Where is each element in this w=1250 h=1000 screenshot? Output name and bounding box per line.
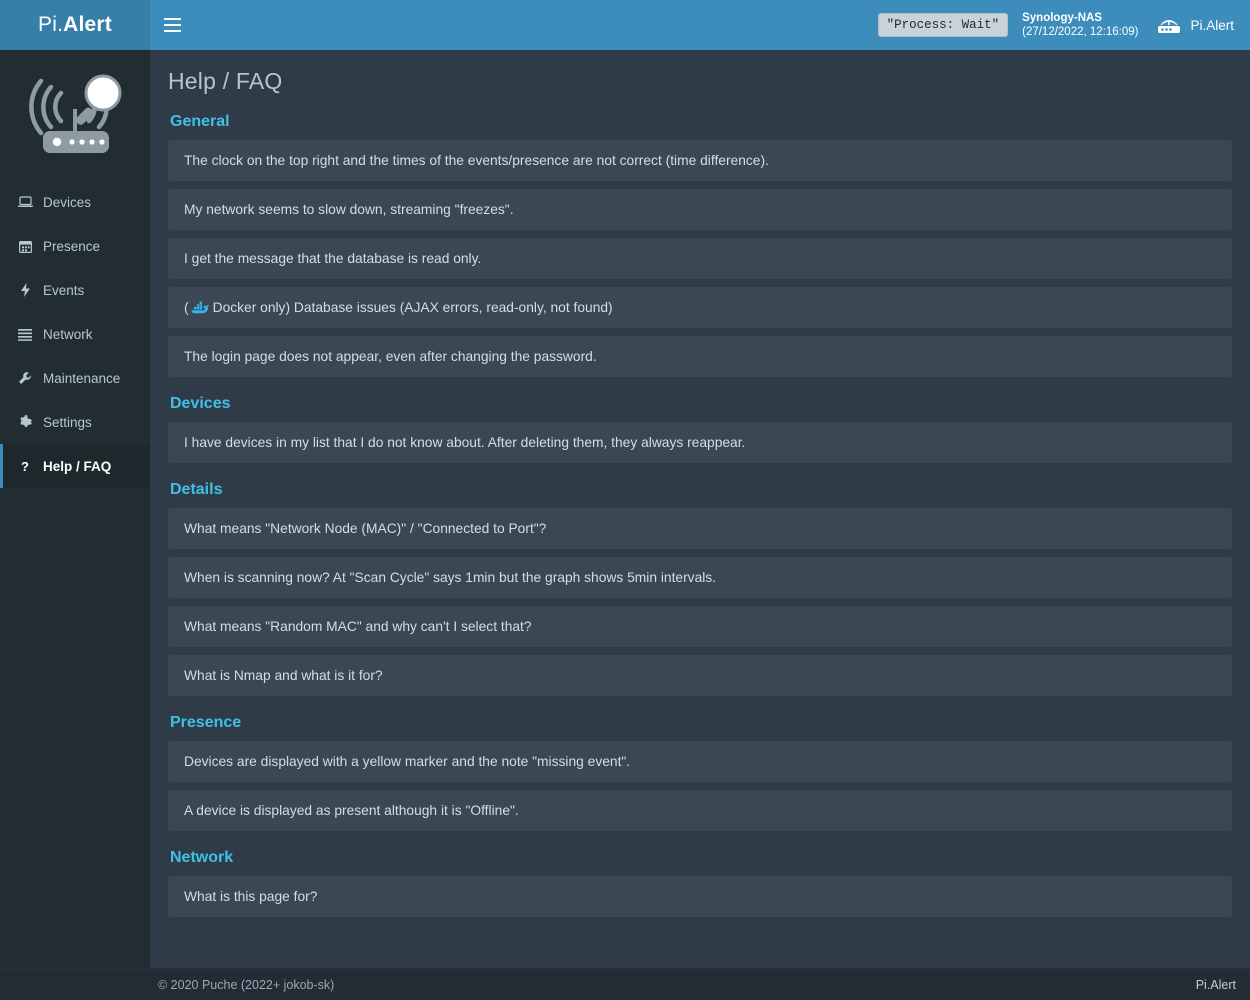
network-device-icon	[1156, 15, 1182, 35]
faq-item[interactable]	[168, 557, 1232, 598]
sidebar-item-label: Maintenance	[43, 370, 121, 386]
faq-item[interactable]	[168, 508, 1232, 549]
faq-item[interactable]	[168, 336, 1232, 377]
faq-item[interactable]	[168, 238, 1232, 279]
faq-item-text: What means "Network Node (MAC)" / "Connected to Port"?	[184, 521, 547, 536]
calendar-icon	[17, 240, 33, 253]
user-menu[interactable]	[1156, 15, 1238, 35]
section-title-network: Network	[170, 849, 234, 866]
svg-text:?: ?	[21, 459, 29, 473]
faq-item[interactable]	[168, 876, 1232, 917]
sidebar-item-label: Events	[43, 282, 85, 298]
sidebar-item-maintenance[interactable]	[0, 356, 150, 400]
logo-text-bold: Alert	[63, 13, 112, 36]
question-icon	[17, 459, 33, 473]
section-title-general: General	[170, 113, 230, 130]
footer-copyright: © 2020 Puche (2022+ jokob-sk)	[158, 977, 335, 992]
app-logo[interactable]	[0, 0, 150, 50]
faq-item[interactable]	[168, 606, 1232, 647]
server-name: Synology-NAS	[1022, 12, 1102, 24]
router-scan-icon	[15, 69, 135, 165]
process-status-badge: "Process: Wait"	[878, 13, 1009, 37]
faq-item-text: Devices are displayed with a yellow marker and the note "missing event".	[184, 754, 631, 769]
faq-item[interactable]	[168, 741, 1232, 782]
section-title-details: Details	[170, 481, 223, 498]
sidebar-item-label: Presence	[43, 238, 101, 254]
section-title-devices: Devices	[170, 395, 231, 412]
faq-item[interactable]	[168, 189, 1232, 230]
gear-icon	[17, 415, 33, 429]
faq-item-text: The clock on the top right and the times of the events/presence are not correct (time difference).	[184, 153, 769, 168]
top-bar-right	[150, 0, 1250, 50]
main-content	[150, 50, 1250, 968]
footer-brand: Pi.Alert	[1195, 977, 1236, 992]
section-title-presence: Presence	[170, 714, 242, 731]
laptop-icon	[17, 196, 33, 208]
docker-icon	[191, 301, 209, 315]
sidebar-toggle-icon[interactable]	[150, 0, 194, 50]
faq-item-text: A device is displayed as present although it is "Offline".	[184, 803, 519, 818]
sidebar-item-label: Network	[43, 326, 93, 342]
faq-item-text: What is this page for?	[184, 889, 318, 904]
faq-item-text: Docker only) Database issues (AJAX errors, read-only, not found)	[212, 300, 613, 315]
sidebar-item-help-faq[interactable]	[0, 444, 150, 488]
sidebar	[0, 50, 150, 968]
body-wrapper	[0, 50, 1250, 968]
faq-item-text: What is Nmap and what is it for?	[184, 668, 383, 683]
faq-item-text-prefix: (	[184, 300, 189, 315]
faq-item-text: I get the message that the database is read only.	[184, 251, 482, 266]
sidebar-item-devices[interactable]	[0, 180, 150, 224]
top-bar	[0, 0, 1250, 50]
wrench-icon	[17, 371, 33, 385]
footer	[0, 968, 1250, 1000]
faq-item-text: My network seems to slow down, streaming "freezes".	[184, 202, 514, 217]
sidebar-item-label: Devices	[43, 194, 92, 210]
faq-item[interactable]	[168, 790, 1232, 831]
faq-item-text: I have devices in my list that I do not know about. After deleting them, they always reappear.	[184, 435, 746, 450]
sidebar-item-settings[interactable]	[0, 400, 150, 444]
page-title: Help / FAQ	[168, 68, 283, 94]
sidebar-item-label: Help / FAQ	[43, 458, 112, 474]
faq-item[interactable]	[168, 287, 1232, 328]
faq-item[interactable]	[168, 140, 1232, 181]
server-time: (27/12/2022, 12:16:09)	[1022, 26, 1139, 38]
sidebar-logo	[0, 50, 150, 178]
server-info	[1022, 11, 1138, 39]
sidebar-item-presence[interactable]	[0, 224, 150, 268]
sitemap-icon	[17, 328, 33, 341]
sidebar-item-events[interactable]	[0, 268, 150, 312]
sidebar-item-label: Settings	[43, 414, 92, 430]
bolt-icon	[17, 283, 33, 297]
faq-item[interactable]	[168, 655, 1232, 696]
logo-text-light: Pi.	[38, 13, 64, 36]
user-name: Pi.Alert	[1190, 17, 1234, 33]
sidebar-item-network[interactable]	[0, 312, 150, 356]
faq-item-text: When is scanning now? At "Scan Cycle" says 1min but the graph shows 5min intervals.	[184, 570, 717, 585]
faq-item-text: What means "Random MAC" and why can't I select that?	[184, 619, 532, 634]
faq-item[interactable]	[168, 422, 1232, 463]
faq-item-text: The login page does not appear, even after changing the password.	[184, 349, 597, 364]
sidebar-menu	[0, 180, 150, 488]
